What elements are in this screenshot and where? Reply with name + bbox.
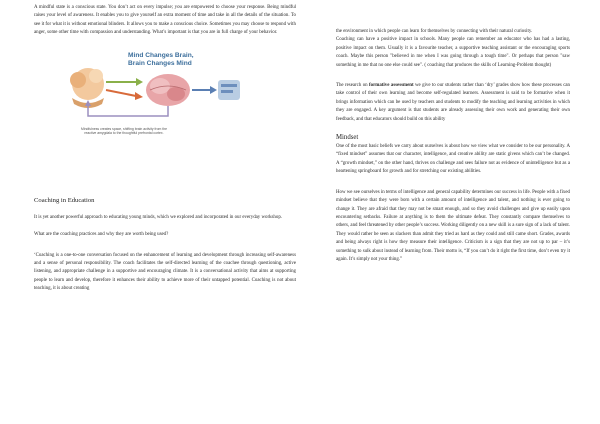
figure-title-line2: Brain Changes Mind <box>128 59 192 67</box>
formative-pre-text: The research on <box>336 83 369 89</box>
paragraph-coaching-impact: Coaching can have a positive impact in schools. Many people can remember an educator who has had a lasting, positive impact on them. Usually it is a favourite teacher, a supportive teaching assistant or the encouraging sports coach. Maybe this person "believed in me when I was going through a tough time". Or perhaps that person "saw something in me that no one else could see". ( coaching that produces the skills of Learning-Problem thought) <box>336 37 570 68</box>
brain-icon <box>146 74 190 106</box>
heading-coaching-in-education: Coaching in Education <box>34 196 95 204</box>
paragraph-coaching-intro: It is yet another powerful approach to educating young minds, which we explored and incorporated in our everyday workshop. <box>34 214 282 220</box>
figure-title-line1: Mind Changes Brain, <box>128 51 194 59</box>
figure-caption: Mindfulness creates space, shifting brain activity from the reactive amygdala to the thoughtful prefrontal cortex. <box>81 126 167 136</box>
formative-bold-term: formative assessment <box>369 83 414 89</box>
mind-brain-diagram <box>58 46 244 124</box>
paragraph-environment: the environment in which people can learn for themselves by connecting with their natural curiosity. <box>336 29 533 34</box>
mind-brain-figure <box>58 46 244 136</box>
prefrontal-box-icon <box>218 80 240 100</box>
heading-mindset: Mindset <box>336 134 359 142</box>
formative-post-text: we give to our students rather than ‘dry’ grades show how these processes can take control of their own learning and become self-regulated learners. Assessment is said to be formative when it brings information which can be used by teachers and students to modify the teaching and learning activities in which they are engaged. A key argument is that students are already assessing their own work and generating their own feedback, and that educators should build on this ability <box>336 83 571 122</box>
right-column <box>336 28 570 264</box>
paragraph-mindful-state: A mindful state is a conscious state. You don’t act on every impulse; you are empowered to choose your response. Being mindful raises your level of awareness. It enables you to give yourself an extra moment of time and take in all the details of the situation. To see it for what it is without emotional blinders. It allows you to make a conscious choice. Sometimes you may choose to respond with anger, some other time with compassion and understanding. What’s important is that you are in full charge of your behavior. <box>34 5 296 36</box>
paragraph-formative-assessment <box>336 82 570 124</box>
paragraph-fixed-mindset: How we see ourselves in terms of intelligence and general capability determines our success in life. People with a fixed mindset believe that they were born with a certain amount of intelligence and talent, and nothing is ever going to change it. They are afraid that they may not be smart enough, and so they avoid challenges and give up easily upon encountering setbacks. Failure at anything is to them the ultimate defeat. They constantly compare themselves to others, and feel threatened by other people’s success. Working diligently on a new skill is a sure sign of a lack of talent. They would rather be seen as slackers than admit they tried as hard as they could and still came short. Grades, awards and being always right is how they measure their intelligence. Criticism is a sign that they are not up to par – it’s something to sulk about instead of learning from. Their motto is, “If you can’t do it right the first time, don’t even try it again. It’s simply not your thing.” <box>336 189 570 262</box>
question-coaching-practices: What are the coaching practices and why they are worth being used? <box>34 232 169 238</box>
left-column <box>34 4 296 294</box>
paragraph-fixed-vs-growth: One of the most basic beliefs we carry about ourselves is about how we view what we consider to be our personality. A “fixed mindset” assumes that our character, intelligence, and creative ability are static givens which can’t be changed. A “growth mindset,” on the other hand, thrives on challenge and sees failure not as evidence of unintelligence but as a heartening springboard for growth and for stretching our existing abilities. <box>336 144 570 175</box>
paragraph-coaching-definition: ‘Coaching is a one-to-one conversation focused on the enhancement of learning and development through increasing self-awareness and a sense of personal responsibility. The coach facilitates the self-directed learning of the coachee through questioning, active listening, and appropriate challenge in a supportive and encouraging climate. It is a conversational activity that aims at supporting people to learn and develop, therefore it enhances their ability to achieve more of their untapped potential. Coaching is not about teaching, it is about creating <box>34 252 296 292</box>
